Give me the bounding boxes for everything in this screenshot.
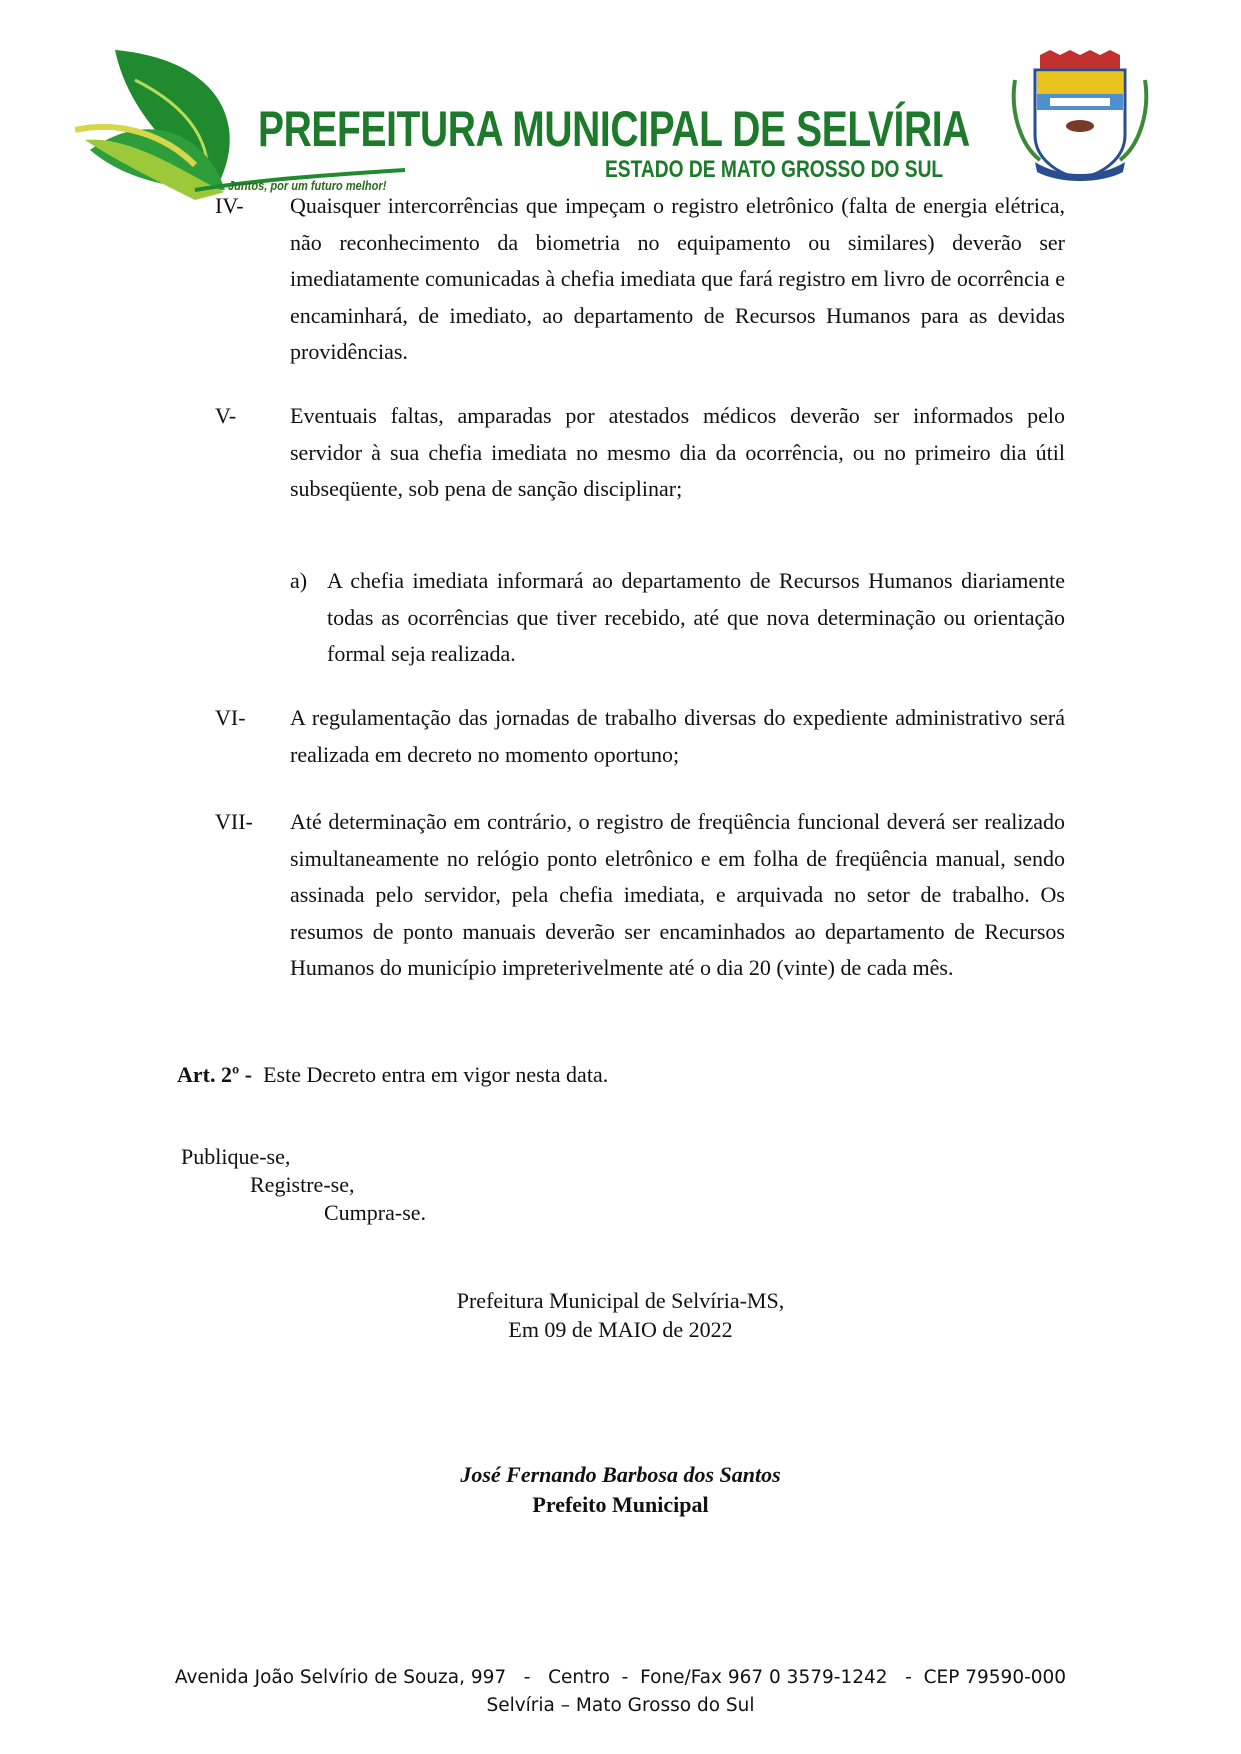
signatory-role: Prefeito Municipal (532, 1492, 709, 1517)
closing-registre: Registre-se, (250, 1172, 355, 1197)
clause-number: a) (290, 568, 308, 593)
clause-number: VII- (215, 809, 253, 834)
article-text: Este Decreto entra em vigor nesta data. (263, 1062, 609, 1087)
letterhead-subtitle: ESTADO DE MATO GROSSO DO SUL (605, 156, 944, 183)
slogan: Juntos, por um futuro melhor! (228, 178, 387, 193)
clause-text: A chefia imediata informará ao departamento de Recursos Humanos diariamente todas as ocorrências que tiver recebido, até que nova determinação ou orientação formal seja realizada. (327, 568, 1065, 666)
footer-city: Selvíria – Mato Grosso do Sul (486, 1695, 755, 1716)
closing-publique: Publique-se, (181, 1144, 291, 1169)
footer-address: Avenida João Selvírio de Souza, 997 - Centro - Fone/Fax 967 0 3579-1242 - CEP 79590-000 (174, 1667, 1067, 1688)
clause-number: VI- (215, 705, 246, 730)
clause-text: Quaisquer intercorrências que impeçam o registro eletrônico (falta de energia elétrica, não reconhecimento da biometria no equipamento ou similares) deverão ser imediatamente comunicadas à chefia imediata que fará registro em livro de ocorrência e encaminhará, de imediato, ao departamento de Recursos Humanos para as devidas providências. (290, 193, 1065, 364)
clause-text: Até determinação em contrário, o registro de freqüência funcional deverá ser realizado simultaneamente no relógio ponto eletrônico e em folha de freqüência manual, sendo assinada pelo servidor, pela chefia imediata, e arquivada no setor de trabalho. Os resumos de ponto manuais deverão ser encaminhados ao departamento de Recursos Humanos do município impreterivelmente até o dia 20 (vinte) de cada mês. (290, 809, 1065, 980)
article-2 (177, 1057, 608, 1093)
letterhead-title: PREFEITURA MUNICIPAL DE SELVÍRIA (258, 101, 970, 157)
clause-text: A regulamentação das jornadas de trabalho diversas do expediente administrativo será realizada em decreto no momento oportuno; (290, 705, 1065, 767)
signatory-name: José Fernando Barbosa dos Santos (460, 1462, 781, 1487)
letterhead (0, 0, 1241, 200)
municipal-crest-icon (1005, 50, 1155, 185)
clause-number: V- (215, 403, 237, 428)
clause-text: Eventuais faltas, amparadas por atestados médicos deverão ser informados pelo servidor à sua chefia imediata no mesmo dia da ocorrência, ou no primeiro dia útil subseqüente, sob pena de sanção disciplinar; (290, 403, 1065, 501)
article-label: Art. 2º - (177, 1062, 253, 1087)
place-line: Prefeitura Municipal de Selvíria-MS, (456, 1288, 785, 1313)
clause-number: IV- (215, 193, 244, 218)
date-line: Em 09 de MAIO de 2022 (508, 1317, 733, 1342)
closing-cumpra: Cumpra-se. (324, 1200, 427, 1225)
